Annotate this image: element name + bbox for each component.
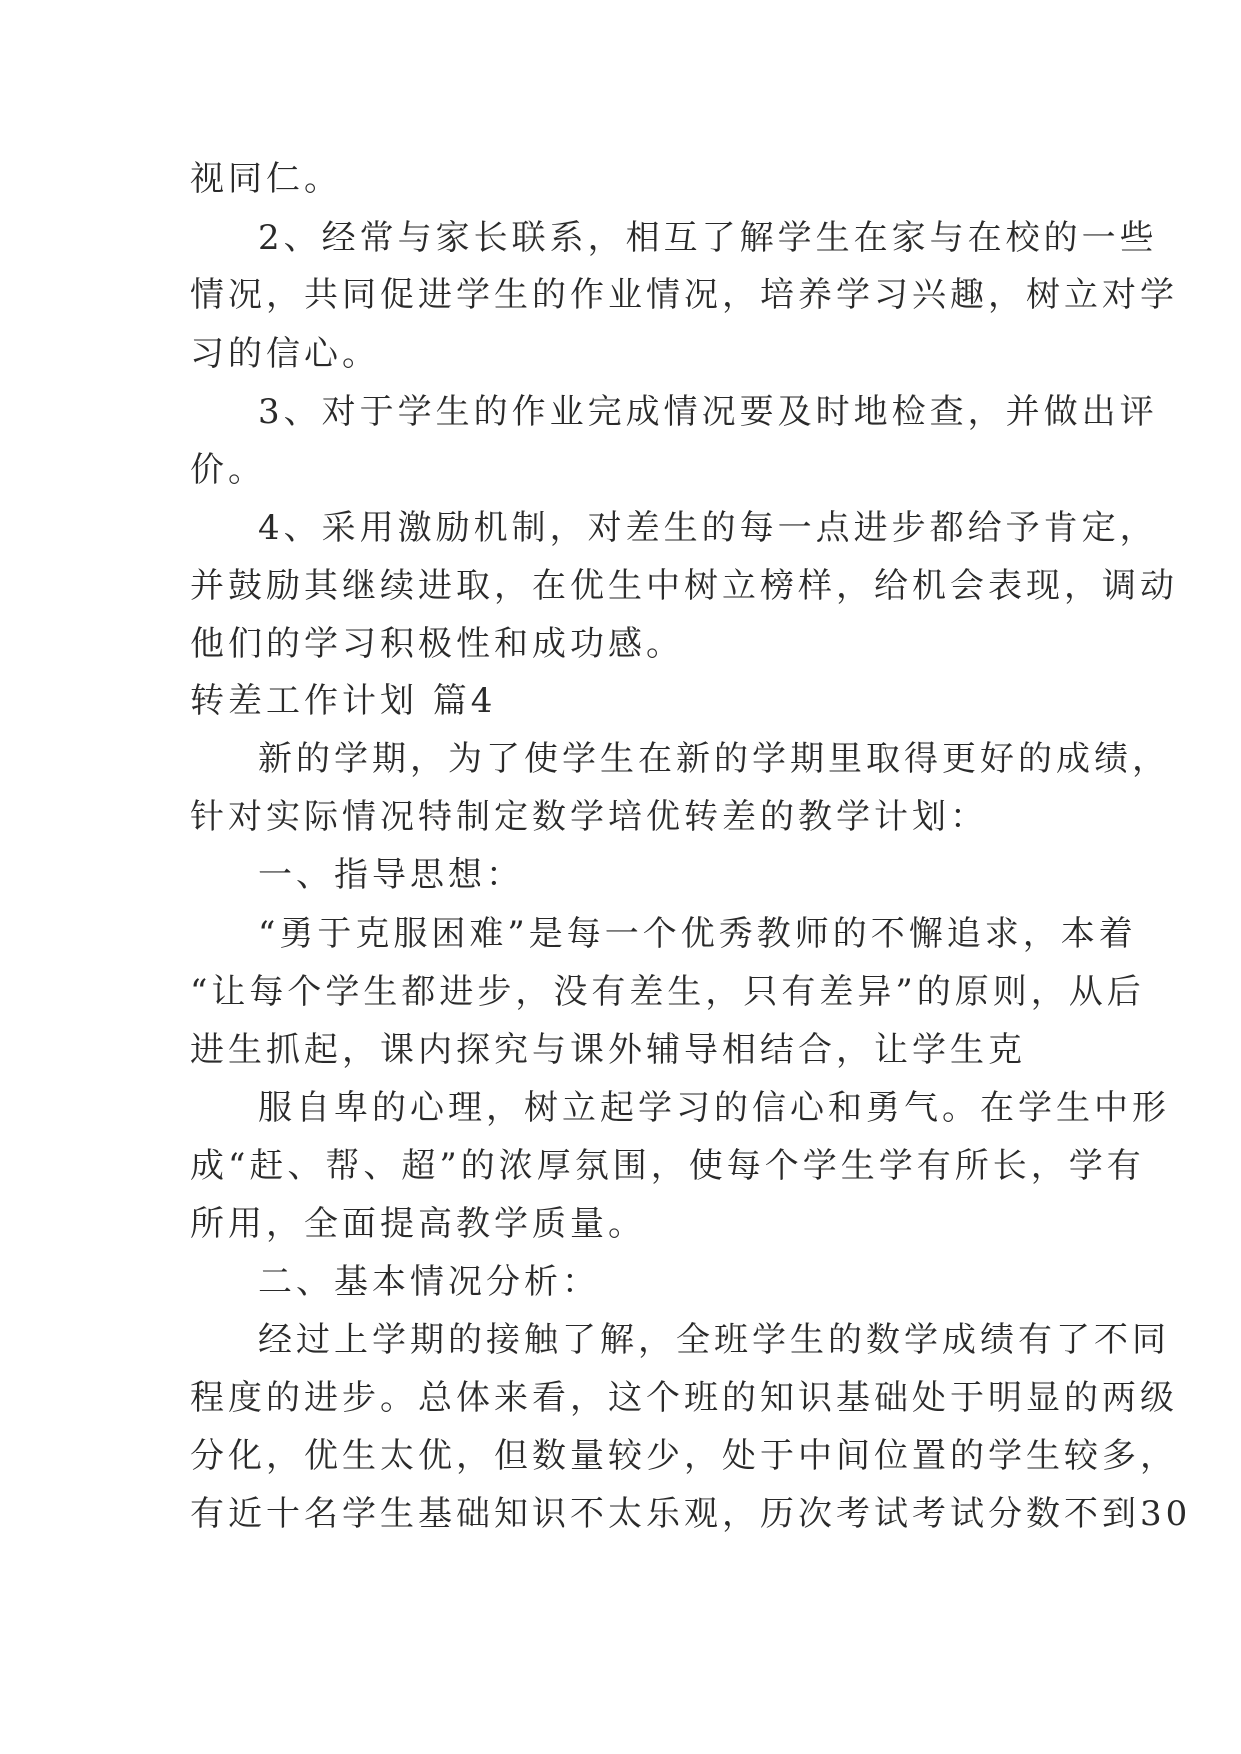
text-line: 2、经常与家长联系，相互了解学生在家与在校的一些 xyxy=(258,218,1158,258)
text-line: 有近十名学生基础知识不太乐观，历次考试考试分数不到30 xyxy=(190,1494,1192,1534)
text-line: 情况，共同促进学生的作业情况，培养学习兴趣，树立对学 xyxy=(190,275,1178,315)
text-line: 所用，全面提高教学质量。 xyxy=(190,1204,646,1244)
text-line: 视同仁。 xyxy=(190,159,342,199)
text-line: 并鼓励其继续进取，在优生中树立榜样，给机会表现，调动 xyxy=(190,566,1178,606)
subheading: 一、指导思想： xyxy=(258,855,524,895)
text-line: 成“赶、帮、超”的浓厚氛围，使每个学生学有所长，学有 xyxy=(190,1146,1145,1186)
section-heading: 转差工作计划 篇4 xyxy=(190,681,497,721)
text-line: 习的信心。 xyxy=(190,334,380,374)
text-line: 他们的学习积极性和成功感。 xyxy=(190,624,684,664)
text-line: 价。 xyxy=(190,450,266,490)
text-line: 针对实际情况特制定数学培优转差的教学计划： xyxy=(190,797,988,837)
subheading: 二、基本情况分析： xyxy=(258,1262,600,1302)
text-line: “让每个学生都进步，没有差生，只有差异”的原则，从后 xyxy=(190,972,1145,1012)
text-line: 4、采用激励机制，对差生的每一点进步都给予肯定， xyxy=(258,508,1158,548)
text-line: 3、对于学生的作业完成情况要及时地检查，并做出评 xyxy=(258,392,1158,432)
text-line: 进生抓起，课内探究与课外辅导相结合，让学生克 xyxy=(190,1030,1026,1070)
text-line: 分化，优生太优，但数量较少，处于中间位置的学生较多， xyxy=(190,1436,1178,1476)
text-line: 新的学期，为了使学生在新的学期里取得更好的成绩， xyxy=(258,739,1170,779)
text-line: “勇于克服困难”是每一个优秀教师的不懈追求，本着 xyxy=(258,914,1137,954)
text-line: 服自卑的心理，树立起学习的信心和勇气。在学生中形 xyxy=(258,1088,1170,1128)
text-line: 程度的进步。总体来看，这个班的知识基础处于明显的两级 xyxy=(190,1378,1178,1418)
text-line: 经过上学期的接触了解，全班学生的数学成绩有了不同 xyxy=(258,1320,1170,1360)
